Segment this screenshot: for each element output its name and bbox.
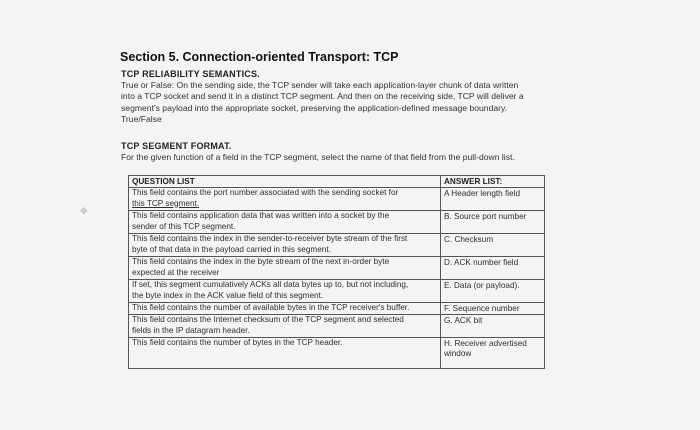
answer-option[interactable] bbox=[441, 234, 545, 257]
semantics-line: into a TCP socket and send it in a distinct TCP segment. And then on the receiving side, TCP will deliver a bbox=[121, 91, 524, 102]
question-text: This field contains the index in the byte stream of the next in-order byte bbox=[132, 257, 390, 266]
table-row bbox=[129, 188, 545, 211]
question-cell bbox=[129, 315, 441, 338]
answer-option[interactable] bbox=[441, 303, 545, 315]
table-row bbox=[129, 338, 545, 369]
table-row bbox=[129, 315, 545, 338]
answer-text: C. Checksum bbox=[444, 235, 494, 244]
question-text: This field contains the index in the sender-to-receiver byte stream of the first bbox=[132, 234, 408, 243]
table-row bbox=[129, 280, 545, 303]
question-text: This field contains application data that was written into a socket by the bbox=[132, 211, 390, 220]
question-text: fields in the IP datagram header. bbox=[132, 325, 250, 335]
question-cell bbox=[129, 234, 441, 257]
table-row bbox=[129, 257, 545, 280]
question-text: sender of this TCP segment. bbox=[132, 221, 236, 231]
question-text: This field contains the port number associated with the sending socket for bbox=[132, 188, 399, 197]
question-text: This field contains the Internet checksum of the TCP segment and selected bbox=[132, 315, 404, 324]
answer-option[interactable] bbox=[441, 338, 545, 369]
answer-text: D. ACK number field bbox=[444, 258, 519, 267]
semantics-line: True or False: On the sending side, the TCP sender will take each application-layer chunk of data written bbox=[121, 80, 519, 90]
answer-text: G. ACK bit bbox=[444, 316, 483, 325]
question-text: byte of that data in the payload carried in this segment. bbox=[132, 244, 331, 254]
answer-text: window bbox=[444, 349, 472, 358]
format-instruction bbox=[121, 152, 581, 163]
question-text: If set, this segment cumulatively ACKs all data bytes up to, but not including, bbox=[132, 280, 409, 289]
answer-option[interactable] bbox=[441, 280, 545, 303]
semantics-heading: TCP RELIABILITY SEMANTICS. bbox=[121, 69, 260, 79]
table-row bbox=[129, 303, 545, 315]
answer-option[interactable] bbox=[441, 188, 545, 211]
answer-text: A Header length field bbox=[444, 189, 521, 198]
answer-text: H. Receiver advertised bbox=[444, 339, 527, 348]
true-false-answer[interactable]: True/False bbox=[121, 114, 162, 125]
question-cell bbox=[129, 280, 441, 303]
drag-handle-icon: ✥ bbox=[80, 206, 88, 216]
answer-list-header: ANSWER LIST: bbox=[441, 176, 545, 188]
format-heading: TCP SEGMENT FORMAT. bbox=[121, 141, 232, 151]
question-text: expected at the receiver bbox=[132, 267, 220, 277]
format-instruction-text: For the given function of a field in the TCP segment, select the name of that field from the pull-down list. bbox=[121, 152, 515, 162]
section-title: Section 5. Connection-oriented Transport: TCP bbox=[120, 50, 399, 64]
answer-option[interactable] bbox=[441, 257, 545, 280]
question-cell bbox=[129, 211, 441, 234]
matching-table bbox=[128, 175, 545, 369]
question-text-link[interactable]: this TCP segment. bbox=[132, 198, 200, 208]
answer-option[interactable] bbox=[441, 211, 545, 234]
table-row bbox=[129, 211, 545, 234]
answer-option[interactable] bbox=[441, 315, 545, 338]
question-cell bbox=[129, 338, 441, 369]
question-text: This field contains the number of available bytes in the TCP receiver's buffer. bbox=[132, 303, 410, 312]
question-cell bbox=[129, 188, 441, 211]
question-text: the byte index in the ACK value field of this segment. bbox=[132, 290, 324, 300]
table-row bbox=[129, 234, 545, 257]
answer-text: B. Source port number bbox=[444, 212, 527, 221]
semantics-question bbox=[121, 80, 551, 126]
question-cell bbox=[129, 257, 441, 280]
table-header-row bbox=[129, 176, 545, 188]
semantics-line: segment's payload into the appropriate socket, preserving the application-defined message boundary. bbox=[121, 102, 508, 113]
question-cell bbox=[129, 303, 441, 315]
question-text: This field contains the number of bytes in the TCP header. bbox=[132, 338, 343, 347]
question-list-header: QUESTION LIST bbox=[129, 176, 441, 188]
answer-text: E. Data (or payload). bbox=[444, 281, 520, 290]
answer-text: F. Sequence number bbox=[444, 304, 520, 313]
